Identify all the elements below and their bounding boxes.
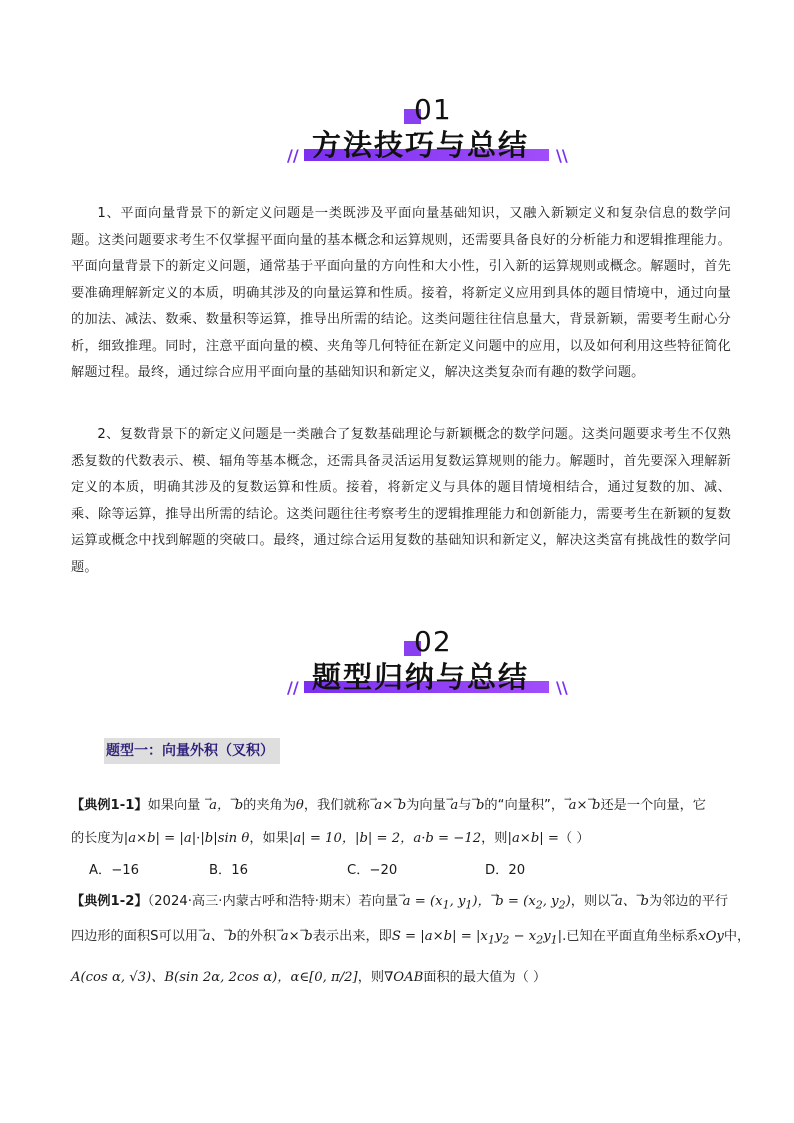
right-slash-decoration: \\ [556,146,568,165]
option-c: C．−20 [347,863,398,878]
section-number: 01 [414,93,452,126]
left-slash-decoration: // [287,146,299,165]
example-1-2-line-1: 【典例1-2】（2024·高三·内蒙古呼和浩特·期末）若向量$^\to a = (x_1$, $y_1$)，$^\to b = (x_2$, $y_2$)，则以→a、→b为邻边的平行 [71,891,729,912]
example-1-2-line-2: 四边形的面积S可以用→a、→b的外积→a×→b表示出来，即$S = |a\times b| = |x_1y_2 - x_2y_1|$.已知在平面直角坐标系xOy中， [71,926,751,947]
section-title: 题型归纳与总结 [312,660,530,694]
example-label: 【典例1-1】 [71,798,148,813]
example-source: （2024·高三·内蒙古呼和浩特·期末） [147,894,359,909]
option-b: B．16 [209,863,249,878]
section-number: 02 [414,625,452,658]
example-label: 【典例1-2】 [71,894,148,909]
question-type-tag: 题型一：向量外积（叉积） [104,738,280,764]
section-header-2 [0,627,794,707]
paragraph-vector-definition: 1、平面向量背景下的新定义问题是一类既涉及平面向量基础知识，又融入新颖定义和复杂信息的数学问题。这类问题要求考生不仅掌握平面向量的基本概念和运算规则，还需要具备良好的分析能力和逻辑推理能力。平面向量背景下的新定义问题，通常基于平面向量的方向性和大小性，引入新的运算规则或概念。解题时，首先要准确理解新定义的本质，明确其涉及的向量运算和性质。接着，将新定义应用到具体的题目情境中，通过向量的加法、减法、数乘、数量积等运算，推导出所需的结论。这类问题往往信息量大，背景新颖，需要考生耐心分析，细致推理。同时，注意平面向量的模、夹角等几何特征在新定义问题中的应用，以及如何利用这些特征简化解题过程。最终，通过综合应用平面向量的基础知识和新定义，解决这类复杂而有趣的数学问题。 [71,206,731,380]
section-title: 方法技巧与总结 [312,128,530,162]
left-slash-decoration: // [287,678,299,697]
option-a: A．−16 [89,863,140,878]
section-header-1 [0,95,794,175]
right-slash-decoration: \\ [556,678,568,697]
example-1-1-line-2: 的长度为|a×b| = |a|·|b|sin θ，如果|a| = 10，|b| = 2，a·b = −12，则|a×b| =（ ） [71,831,590,846]
option-d: D．20 [485,863,526,878]
paragraph-complex-definition: 2、复数背景下的新定义问题是一类融合了复数基础理论与新颖概念的数学问题。这类问题要求考生不仅熟悉复数的代数表示、模、辐角等基本概念，还需具备灵活运用复数运算规则的能力。解题时，首先要深入理解新定义的本质，明确其涉及的复数运算和性质。接着，将新定义与具体的题目情境相结合，通过复数的加、减、乘、除等运算，推导出所需的结论。这类问题往往考察考生的逻辑推理能力和创新能力，需要考生在新颖的复数运算或概念中找到解题的突破口。最终，通过综合运用复数的基础知识和新定义，解决这类富有挑战性的数学问题。 [71,427,731,575]
example-1-2-line-3: A(cos α, √3)、B(sin 2α, 2cos α)，α∈[0, π/2]，则∇OAB面积的最大值为（ ） [71,970,547,985]
example-1-1-line-1: 【典例1-1】如果向量 →a，→b的夹角为θ，我们就称→a×→b为向量→a与→b的“向量积”，→a×→b还是一个向量，它 [71,795,706,813]
